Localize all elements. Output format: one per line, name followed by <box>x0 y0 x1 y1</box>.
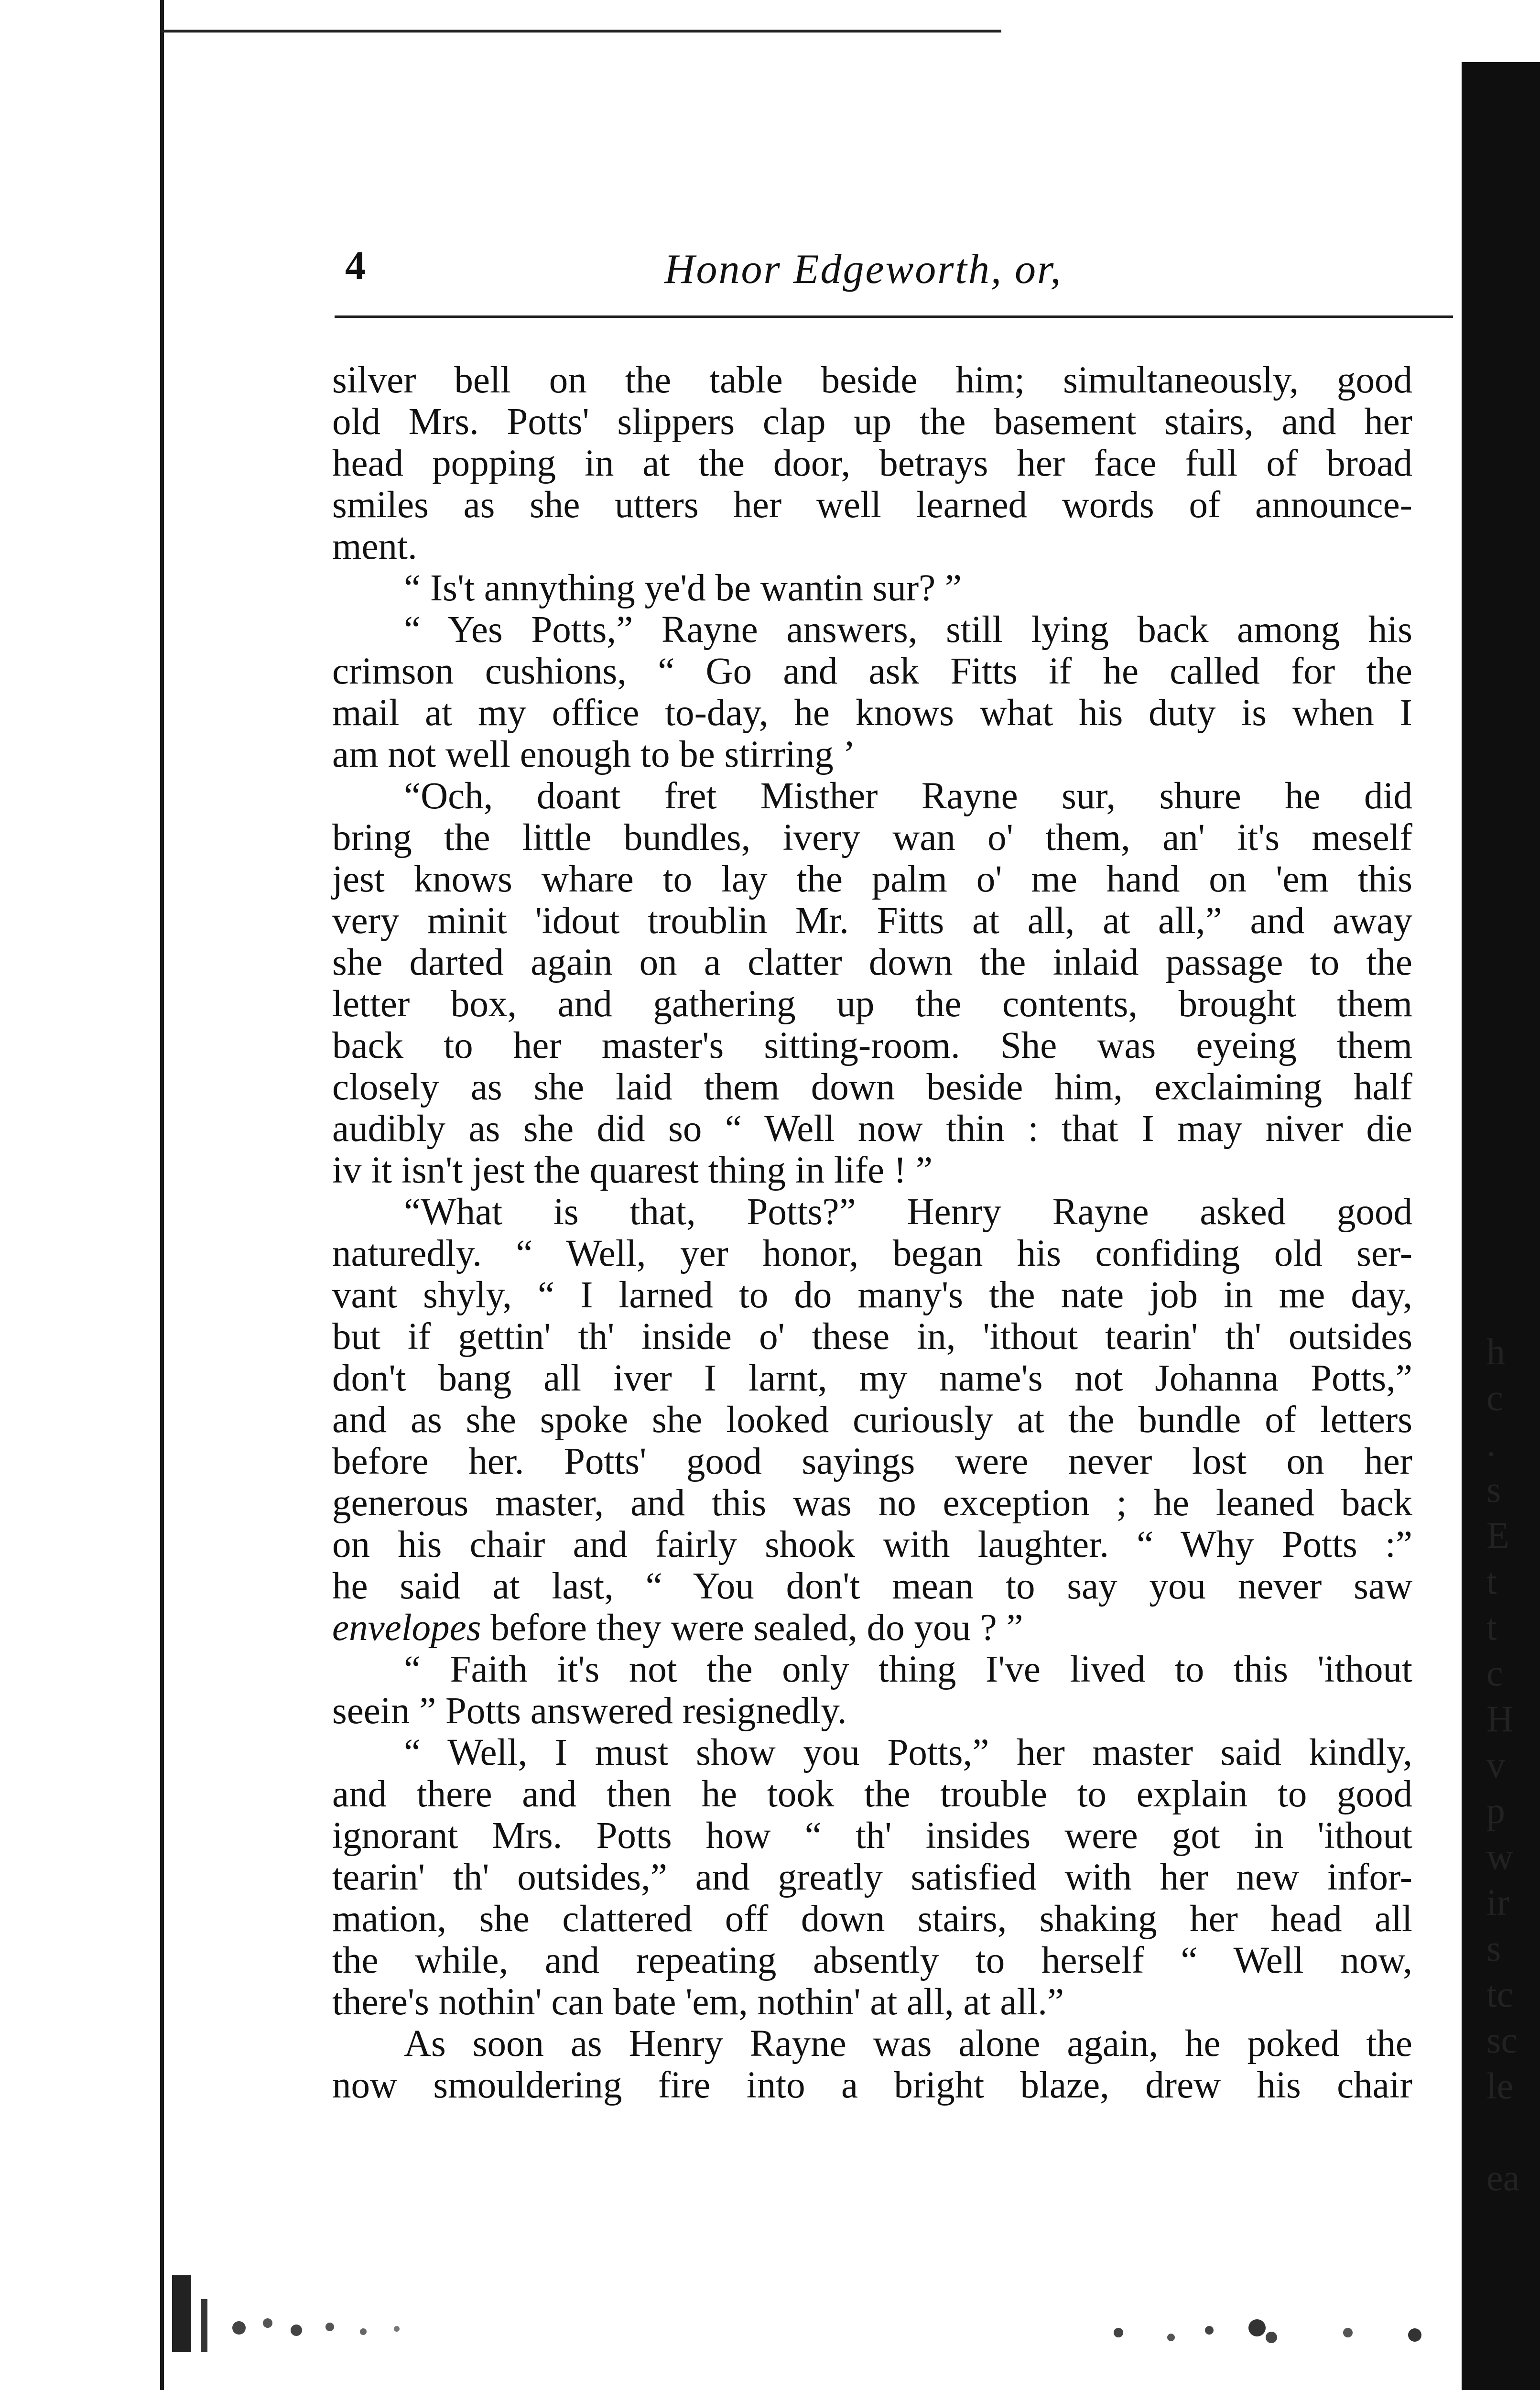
text-line: letter box, and gathering up the contents, brought them <box>332 983 1412 1025</box>
text-line: there's nothin' can bate 'em, nothin' at all, at all.” <box>332 1981 1064 2023</box>
text-line: crimson cushions, “ Go and ask Fitts if he called for the <box>332 651 1412 692</box>
facing-page-fragment: c <box>1486 1377 1503 1418</box>
header-rule <box>335 315 1453 318</box>
facing-page-fragment: sc <box>1486 2019 1518 2061</box>
text-line: on his chair and fairly shook with laughter. “ Why Potts :” <box>332 1524 1412 1565</box>
text-line: and as she spoke she looked curiously at the bundle of letters <box>332 1399 1412 1441</box>
scan-top-rule <box>160 30 1001 33</box>
text-line: naturedly. “ Well, yer honor, began his confiding old ser- <box>332 1233 1412 1274</box>
text-line: “Och, doant fret Misther Rayne sur, shure he did <box>404 775 1412 817</box>
text-line: mail at my office to-day, he knows what his duty is when I <box>332 692 1412 734</box>
text-line: “ Well, I must show you Potts,” her master said kindly, <box>404 1732 1412 1773</box>
text-line: very minit 'idout troublin Mr. Fitts at all, at all,” and away <box>332 900 1412 942</box>
text-line: As soon as Henry Rayne was alone again, he poked the <box>404 2023 1412 2064</box>
text-line: “ Faith it's not the only thing I've lived to this 'ithout <box>404 1649 1412 1690</box>
text-line: silver bell on the table beside him; simultaneously, good <box>332 359 1412 401</box>
text-run: before they were sealed, do you ? ” <box>481 1607 1023 1649</box>
text-line: ment. <box>332 526 417 567</box>
italic-word: envelopes <box>332 1607 481 1649</box>
facing-page-fragment: s <box>1486 1468 1501 1510</box>
page-body <box>332 359 1412 2106</box>
scan-binding-edge <box>160 0 164 2390</box>
text-line: “ Yes Potts,” Rayne answers, still lying back among his <box>404 609 1412 651</box>
facing-page-fragment: tc <box>1486 1973 1514 2015</box>
text-line: generous master, and this was no exception ; he leaned back <box>332 1482 1412 1524</box>
running-title: Honor Edgeworth, or, <box>664 246 1063 293</box>
text-line: audibly as she did so “ Well now thin : that I may niver die <box>332 1108 1412 1150</box>
text-line: she darted again on a clatter down the inlaid passage to the <box>332 942 1412 983</box>
text-line: now smouldering fire into a bright blaze, drew his chair <box>332 2064 1412 2106</box>
scan-binding-marks <box>172 2270 421 2357</box>
text-line: before her. Potts' good sayings were never lost on her <box>332 1441 1412 1482</box>
text-line: old Mrs. Potts' slippers clap up the basement stairs, and her <box>332 401 1412 443</box>
facing-page-fragment: c <box>1486 1652 1503 1694</box>
text-line: tearin' th' outsides,” and greatly satisfied with her new infor- <box>332 1857 1412 1898</box>
text-line: ignorant Mrs. Potts how “ th' insides were got in 'ithout <box>332 1815 1412 1857</box>
facing-page-fragment: t <box>1486 1560 1497 1602</box>
text-line: iv it isn't jest the quarest thing in life ! ” <box>332 1150 933 1191</box>
scan-bottom-specks <box>1099 2285 1463 2361</box>
text-line: smiles as she utters her well learned words of announce- <box>332 484 1412 526</box>
facing-page-fragment: s <box>1486 1927 1501 1969</box>
text-line: he said at last, “ You don't mean to say you never saw <box>332 1565 1412 1607</box>
facing-page-fragment: w <box>1486 1836 1514 1877</box>
text-line: seein ” Potts answered resignedly. <box>332 1690 847 1732</box>
text-line: “What is that, Potts?” Henry Rayne asked good <box>404 1191 1412 1233</box>
text-line: the while, and repeating absently to herself “ Well now, <box>332 1940 1412 1981</box>
text-line: but if gettin' th' inside o' these in, 'ithout tearin' th' outsides <box>332 1316 1412 1358</box>
text-line: mation, she clattered off down stairs, shaking her head all <box>332 1898 1412 1940</box>
facing-page-fragment: v <box>1486 1744 1505 1785</box>
text-line: jest knows whare to lay the palm o' me hand on 'em this <box>332 858 1412 900</box>
facing-page-fragment: E <box>1486 1514 1509 1556</box>
text-line <box>332 1607 1412 1649</box>
text-line: closely as she laid them down beside him, exclaiming half <box>332 1066 1412 1108</box>
facing-page-fragments <box>1486 1329 1540 2201</box>
facing-page-fragment: h <box>1486 1331 1505 1372</box>
facing-page-fragment: H <box>1486 1698 1514 1739</box>
text-line: vant shyly, “ I larned to do many's the nate job in me day, <box>332 1274 1412 1316</box>
text-line: and there and then he took the trouble to explain to good <box>332 1773 1412 1815</box>
text-line: back to her master's sitting-room. She was eyeing them <box>332 1025 1412 1066</box>
page-number: 4 <box>345 242 366 288</box>
running-head <box>335 241 1458 299</box>
facing-page-fragment: le <box>1486 2065 1514 2107</box>
text-line: head popping in at the door, betrays her face full of broad <box>332 443 1412 484</box>
facing-page-fragment: ir <box>1486 1881 1509 1923</box>
facing-page-fragment: ea <box>1486 2157 1520 2198</box>
facing-page-fragment: p <box>1486 1790 1505 1831</box>
text-line: am not well enough to be stirring ’ <box>332 734 856 775</box>
text-line: bring the little bundles, ivery wan o' them, an' it's meself <box>332 817 1412 858</box>
text-line: “ Is't annything ye'd be wantin sur? ” <box>404 567 962 609</box>
facing-page-fragment: t <box>1486 1606 1497 1648</box>
text-line: don't bang all iver I larnt, my name's not Johanna Potts,” <box>332 1358 1412 1399</box>
facing-page-fragment: . <box>1486 1423 1496 1464</box>
facing-page-fragment <box>1486 2109 1540 2155</box>
